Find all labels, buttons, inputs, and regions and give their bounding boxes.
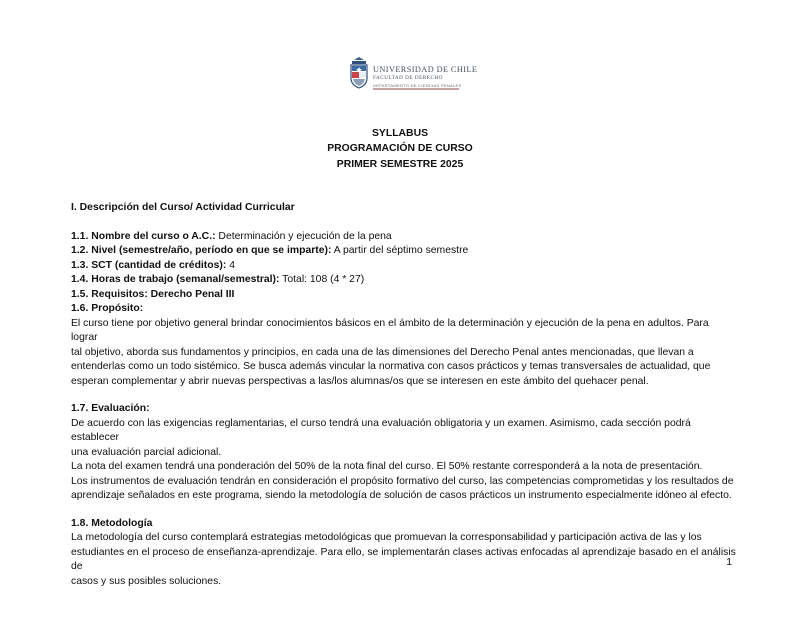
university-logo bbox=[349, 56, 478, 96]
document-body bbox=[71, 201, 736, 589]
field-hours bbox=[71, 273, 736, 288]
evaluation-text-line: Los instrumentos de evaluación tendrán en consideración el propósito formativo del curso, las competencias comprometidas y los resultados de bbox=[71, 475, 734, 487]
purpose-text-line: El curso tiene por objetivo general brindar conocimientos básicos en el ámbito de la determinación y ejecución de la pena en adultos. Para lograr bbox=[71, 317, 709, 343]
section-heading-description: I. Descripción del Curso/ Actividad Curricular bbox=[71, 202, 295, 213]
field-value: Determinación y ejecución de la pena bbox=[215, 230, 392, 242]
field-credits bbox=[71, 259, 736, 274]
field-label: 1.4. Horas de trabajo (semanal/semestral): bbox=[71, 274, 280, 285]
section-heading-methodology: 1.8. Metodología bbox=[71, 517, 153, 529]
evaluation-text-line: De acuerdo con las exigencias reglamentarias, el curso tendrá una evaluación obligatoria y un examen. Asimismo, cada sección podrá establecer bbox=[71, 417, 691, 443]
purpose-text-line: esperan complementar y abrir nuevas perspectivas a las/los alumnas/os que se interesen en este ámbito del quehacer penal. bbox=[71, 375, 649, 387]
methodology-text-line: casos y sus posibles soluciones. bbox=[71, 575, 222, 587]
title-syllabus: SYLLABUS bbox=[372, 128, 428, 139]
purpose-text-line: tal objetivo, aborda sus fundamentos y principios, en cada una de las dimensiones del Derecho Penal antes mencionadas, que llevan a bbox=[71, 346, 694, 358]
evaluation-text-line: aprendizaje señalados en este programa, siendo la metodología de solución de casos prácticos un instrumento especialmente idóneo al efecto. bbox=[71, 490, 732, 501]
field-label: 1.3. SCT (cantidad de créditos): bbox=[71, 259, 227, 271]
purpose-text-line: entenderlas como un todo sistémico. Se busca además vincular la normativa con casos prácticos y temas transversales de actualidad, que bbox=[71, 361, 711, 372]
title-programacion: PROGRAMACIÓN DE CURSO bbox=[327, 143, 473, 155]
page-number: 1 bbox=[726, 557, 732, 568]
field-label: 1.6. Propósito: bbox=[71, 303, 144, 314]
logo-faculty-name: FACULTAD DE DERECHO bbox=[373, 75, 443, 81]
document-titles bbox=[0, 126, 800, 172]
field-requirements bbox=[71, 288, 736, 303]
evaluation-text-line: La nota del examen tendrá una ponderación del 50% de la nota final del curso. El 50% restante corresponderá a la nota de presentación. bbox=[71, 461, 703, 472]
field-label: 1.1. Nombre del curso o A.C.: bbox=[71, 230, 216, 242]
field-value: Total: 108 (4 * 27) bbox=[279, 274, 365, 285]
field-level bbox=[71, 244, 736, 259]
title-semestre: PRIMER SEMESTRE 2025 bbox=[336, 158, 464, 170]
methodology-text-line: estudiantes en el proceso de enseñanza-aprendizaje. Para ello, se implementarán clases activas enfocadas al aprendizaje basado en el análisis de bbox=[71, 546, 736, 572]
field-course-name bbox=[71, 230, 736, 245]
field-label: 1.2. Nivel (semestre/año, período en que se imparte): bbox=[71, 245, 332, 256]
field-value: A partir del séptimo semestre bbox=[331, 245, 469, 256]
evaluation-text-line: una evaluación parcial adicional. bbox=[71, 446, 222, 458]
logo-department-name: DEPARTAMENTO DE CIENCIAS PENALES bbox=[373, 83, 462, 88]
methodology-text-line: La metodología del curso contemplará estrategias metodológicas que promuevan la corresponsabilidad y participación activa de las y los bbox=[71, 532, 702, 543]
logo-divider bbox=[373, 88, 459, 90]
university-crest-icon bbox=[349, 56, 369, 90]
field-value: 4 bbox=[226, 259, 235, 271]
section-heading-evaluation: 1.7. Evaluación: bbox=[71, 403, 150, 414]
field-label: 1.5. Requisitos: Derecho Penal III bbox=[71, 288, 235, 300]
field-purpose bbox=[71, 302, 736, 317]
logo-university-name: UNIVERSIDAD DE CHILE bbox=[373, 65, 478, 74]
